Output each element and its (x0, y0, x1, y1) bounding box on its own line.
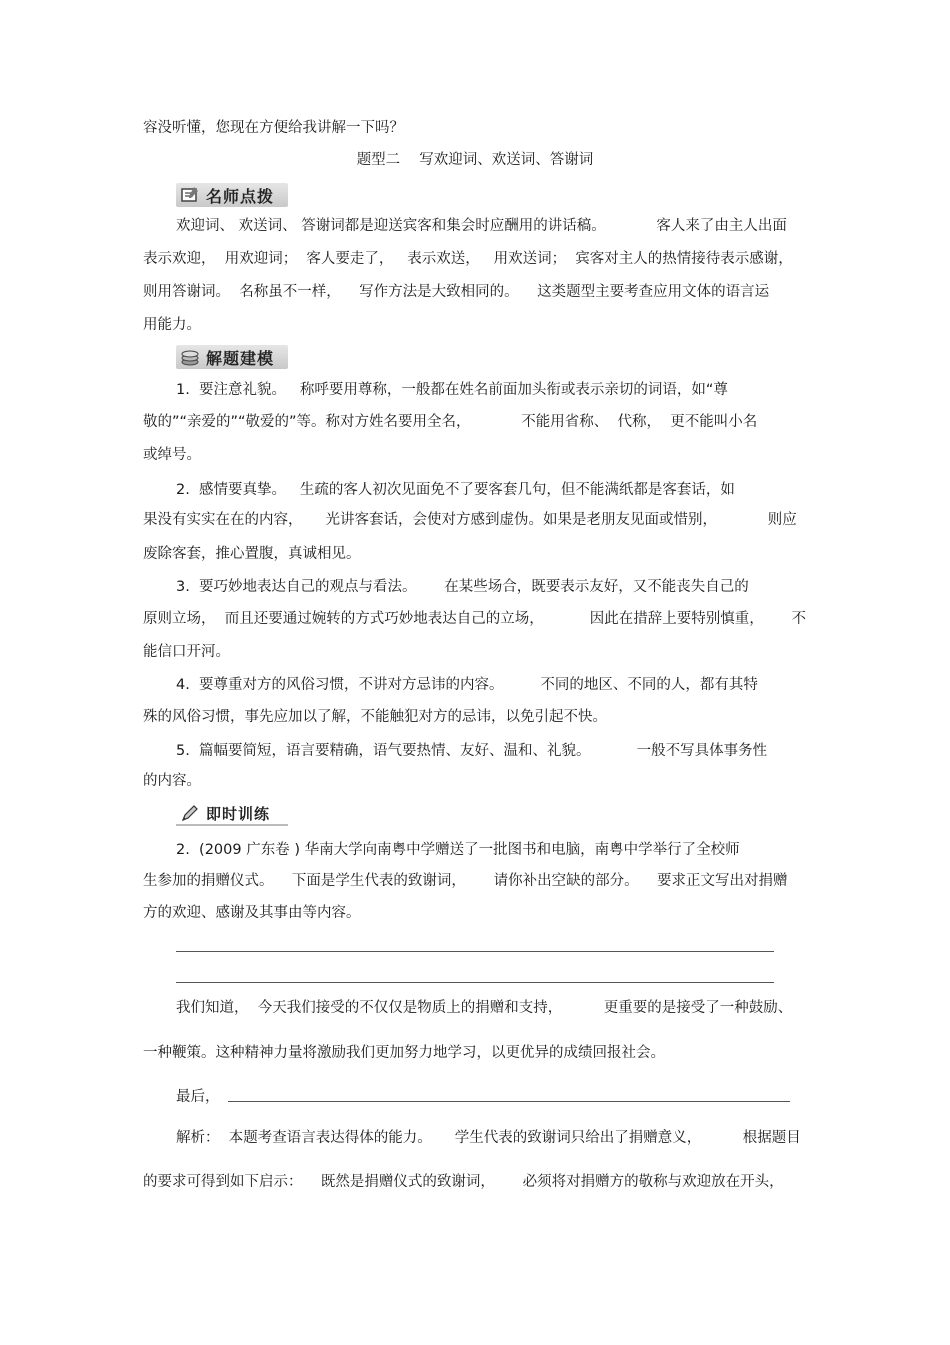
model-line: 2. 感情要真挚。 生疏的客人初次见面免不了要客套几句，但不能满纸都是客套话，如 (176, 482, 735, 498)
practice-line: 方的欢迎、感谢及其事由等内容。 (143, 905, 361, 921)
model-line: 废除客套，推心置腹，真诚相见。 (143, 546, 361, 562)
model-line: 果没有实实在在的内容， 光讲客套话，会使对方感到虚伪。如果是老朋友见面或惜别， 则应 (143, 512, 797, 528)
practice-label: 即时训练 (206, 804, 271, 823)
answer-blank-line[interactable] (176, 951, 774, 952)
model-line: 的内容。 (143, 773, 201, 789)
teacher-tips-badge (176, 183, 288, 207)
pencil-icon (180, 803, 200, 823)
model-line: 敬的”“亲爱的”“敬爱的”等。称对方姓名要用全名， 不能用省称、 代称， 更不能叫小名 (143, 414, 758, 430)
modeling-label: 解题建模 (206, 348, 275, 368)
top-line: 容没听懂，您现在方便给我讲解一下吗？ (143, 120, 404, 136)
model-line: 3. 要巧妙地表达自己的观点与看法。 在某些场合，既要表示友好，又不能丧失自己的 (176, 579, 749, 595)
teacher-tips-label: 名师点拨 (206, 186, 275, 206)
tips-line: 用能力。 (143, 317, 201, 333)
last-answer-blank[interactable] (228, 1101, 790, 1102)
model-line: 或绰号。 (143, 447, 201, 463)
book-icon (180, 185, 200, 205)
tips-line: 表示欢迎， 用欢迎词； 客人要走了， 表示欢送， 用欢送词； 宾客对主人的热情接待表示感谢， (143, 251, 793, 267)
practice-line: 2. (2009 广东卷 ) 华南大学向南粤中学赠送了一批图书和电脑，南粤中学举行了全校师 (176, 842, 740, 858)
body-line: 我们知道， 今天我们接受的不仅仅是物质上的捐赠和支持， 更重要的是接受了一种鼓励、 (176, 1000, 793, 1016)
section-title: 题型二 写欢迎词、欢送词、答谢词 (356, 152, 594, 168)
practice-badge (176, 802, 288, 826)
modeling-badge (176, 345, 288, 369)
analysis-line: 的要求可得到如下启示： 既然是捐赠仪式的致谢词， 必须将对捐赠方的敬称与欢迎放在开头， (143, 1174, 784, 1190)
model-line: 能信口开河。 (143, 644, 230, 660)
model-line: 1. 要注意礼貌。 称呼要用尊称，一般都在姓名前面加头衔或表示亲切的词语，如“尊 (176, 382, 728, 398)
model-line: 殊的风俗习惯，事先应加以了解，不能触犯对方的忌讳，以免引起不快。 (143, 709, 607, 725)
practice-line: 生参加的捐赠仪式。 下面是学生代表的致谢词， 请你补出空缺的部分。 要求正文写出对捐赠 (143, 873, 788, 889)
tips-line: 则用答谢词。 名称虽不一样， 写作方法是大致相同的。 这类题型主要考查应用文体的语言运 (143, 284, 770, 300)
tips-line: 欢迎词、 欢送词、 答谢词都是迎送宾客和集会时应酬用的讲话稿。 客人来了由主人出面 (176, 218, 787, 234)
answer-blank-line[interactable] (176, 982, 774, 983)
model-line: 原则立场， 而且还要通过婉转的方式巧妙地表达自己的立场， 因此在措辞上要特别慎重， 不 (143, 611, 806, 627)
last-prefix: 最后， (176, 1089, 220, 1105)
model-line: 4. 要尊重对方的风俗习惯，不讲对方忌讳的内容。 不同的地区、不同的人，都有其特 (176, 677, 758, 693)
model-line: 5. 篇幅要简短，语言要精确，语气要热情、友好、温和、礼貌。 一般不写具体事务性 (176, 743, 768, 759)
body-line: 一种鞭策。这种精神力量将激励我们更加努力地学习，以更优异的成绩回报社会。 (143, 1045, 665, 1061)
analysis-line: 解析： 本题考查语言表达得体的能力。 学生代表的致谢词只给出了捐赠意义， 根据题目 (176, 1130, 801, 1146)
books-stack-icon (180, 347, 200, 367)
